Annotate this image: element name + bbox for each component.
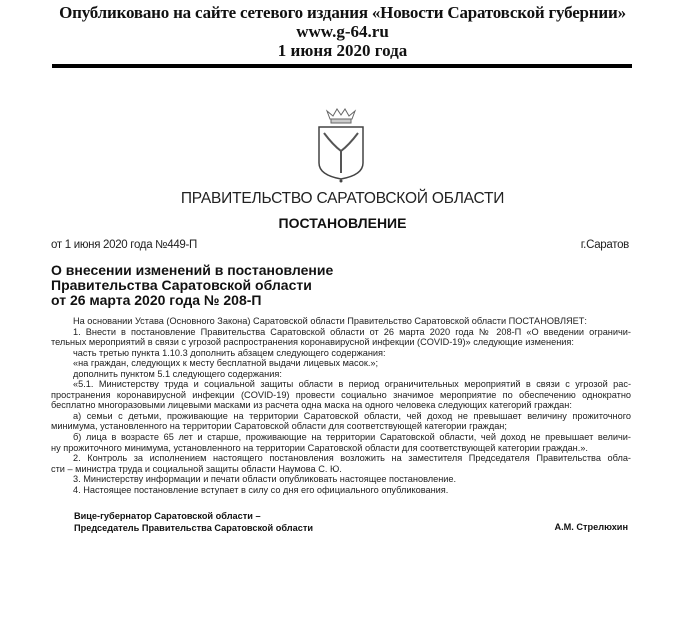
publication-website: www.g-64.ru (296, 22, 389, 41)
document-date-number: от 1 июня 2020 года №449-П (51, 239, 198, 251)
document-body (51, 316, 631, 495)
header-divider (52, 64, 632, 68)
body-line: сти – министра труда и социальной защиты области Наумова С. Ю. (51, 463, 342, 474)
document-title (51, 263, 333, 308)
title-line: О внесении изменений в постановление (51, 262, 334, 278)
signatory-position-line: Вице-губернатор Саратовской области – (74, 511, 261, 521)
body-line: тельных мероприятий в связи с угрозой распространения коронавирусной инфекции (COVID-19)» следующие изменения: (51, 337, 574, 348)
body-line: 2. Контроль за исполнением настоящего постановления возложить на заместителя Председателя Правительства обла- (73, 453, 631, 464)
body-line: 4. Настоящее постановление вступает в силу со дня его официального опубликования. (73, 484, 449, 495)
body-line: минимума, установленного на территории Саратовской области для соответствующей категории граждан; (51, 421, 507, 432)
body-line: часть третью пункта 1.10.3 дополнить абзацем следующего содержания: (73, 347, 386, 358)
body-line: ну прожиточного минимума, установленного на территории Саратовской области для соответствующей категории граждан.». (51, 442, 588, 453)
body-line: а) семьи с детьми, проживающие на территории Саратовской области, чей доход не превышает величину прожиточного (73, 410, 631, 421)
title-line: от 26 марта 2020 года № 208-П (51, 292, 262, 308)
government-name: ПРАВИТЕЛЬСТВО САРАТОВСКОЙ ОБЛАСТИ (180, 190, 505, 207)
body-line: б) лица в возрасте 65 лет и старше, проживающие на территории Саратовской области, чей доход не превышает величи- (73, 432, 631, 443)
body-line: бесплатно многоразовыми лицевыми масками из расчета одна маска на одного человека следующих категорий граждан: (51, 400, 572, 411)
signatory-position (74, 510, 313, 534)
body-line: дополнить пунктом 5.1 следующего содержания: (73, 368, 282, 379)
document-type: ПОСТАНОВЛЕНИЕ (278, 215, 407, 231)
signatory-name: А.М. Стрелюхин (554, 522, 628, 532)
body-line: «5.1. Министерству труда и социальной защиты области в период ограничительных мероприятий в связи с угрозой рас- (73, 379, 631, 390)
signatory-position-line: Председатель Правительства Саратовской области (74, 523, 314, 533)
body-line: На основании Устава (Основного Закона) Саратовской области Правительство Саратовской области ПОСТАНОВЛЯЕТ: (73, 316, 587, 326)
coat-of-arms-icon (313, 107, 369, 183)
body-line: «на граждан, следующих к месту бесплатной выдачи лицевых масок.»; (73, 358, 379, 369)
publication-note: Опубликовано на сайте сетевого издания «Новости Саратовской губернии» (59, 3, 626, 22)
body-line: 3. Министерству информации и печати области опубликовать настоящее постановление. (73, 474, 457, 485)
body-line: пространения коронавирусной инфекции (COVID-19) провести социально значимое мероприятие по обеспечению однократно (51, 389, 631, 400)
body-line: 1. Внести в постановление Правительства Саратовской области от 26 марта 2020 года № 208-П «О введении ограничи- (73, 326, 631, 337)
publication-date: 1 июня 2020 года (277, 41, 408, 60)
title-line: Правительства Саратовской области (51, 277, 312, 293)
document-city: г.Саратов (580, 239, 629, 251)
